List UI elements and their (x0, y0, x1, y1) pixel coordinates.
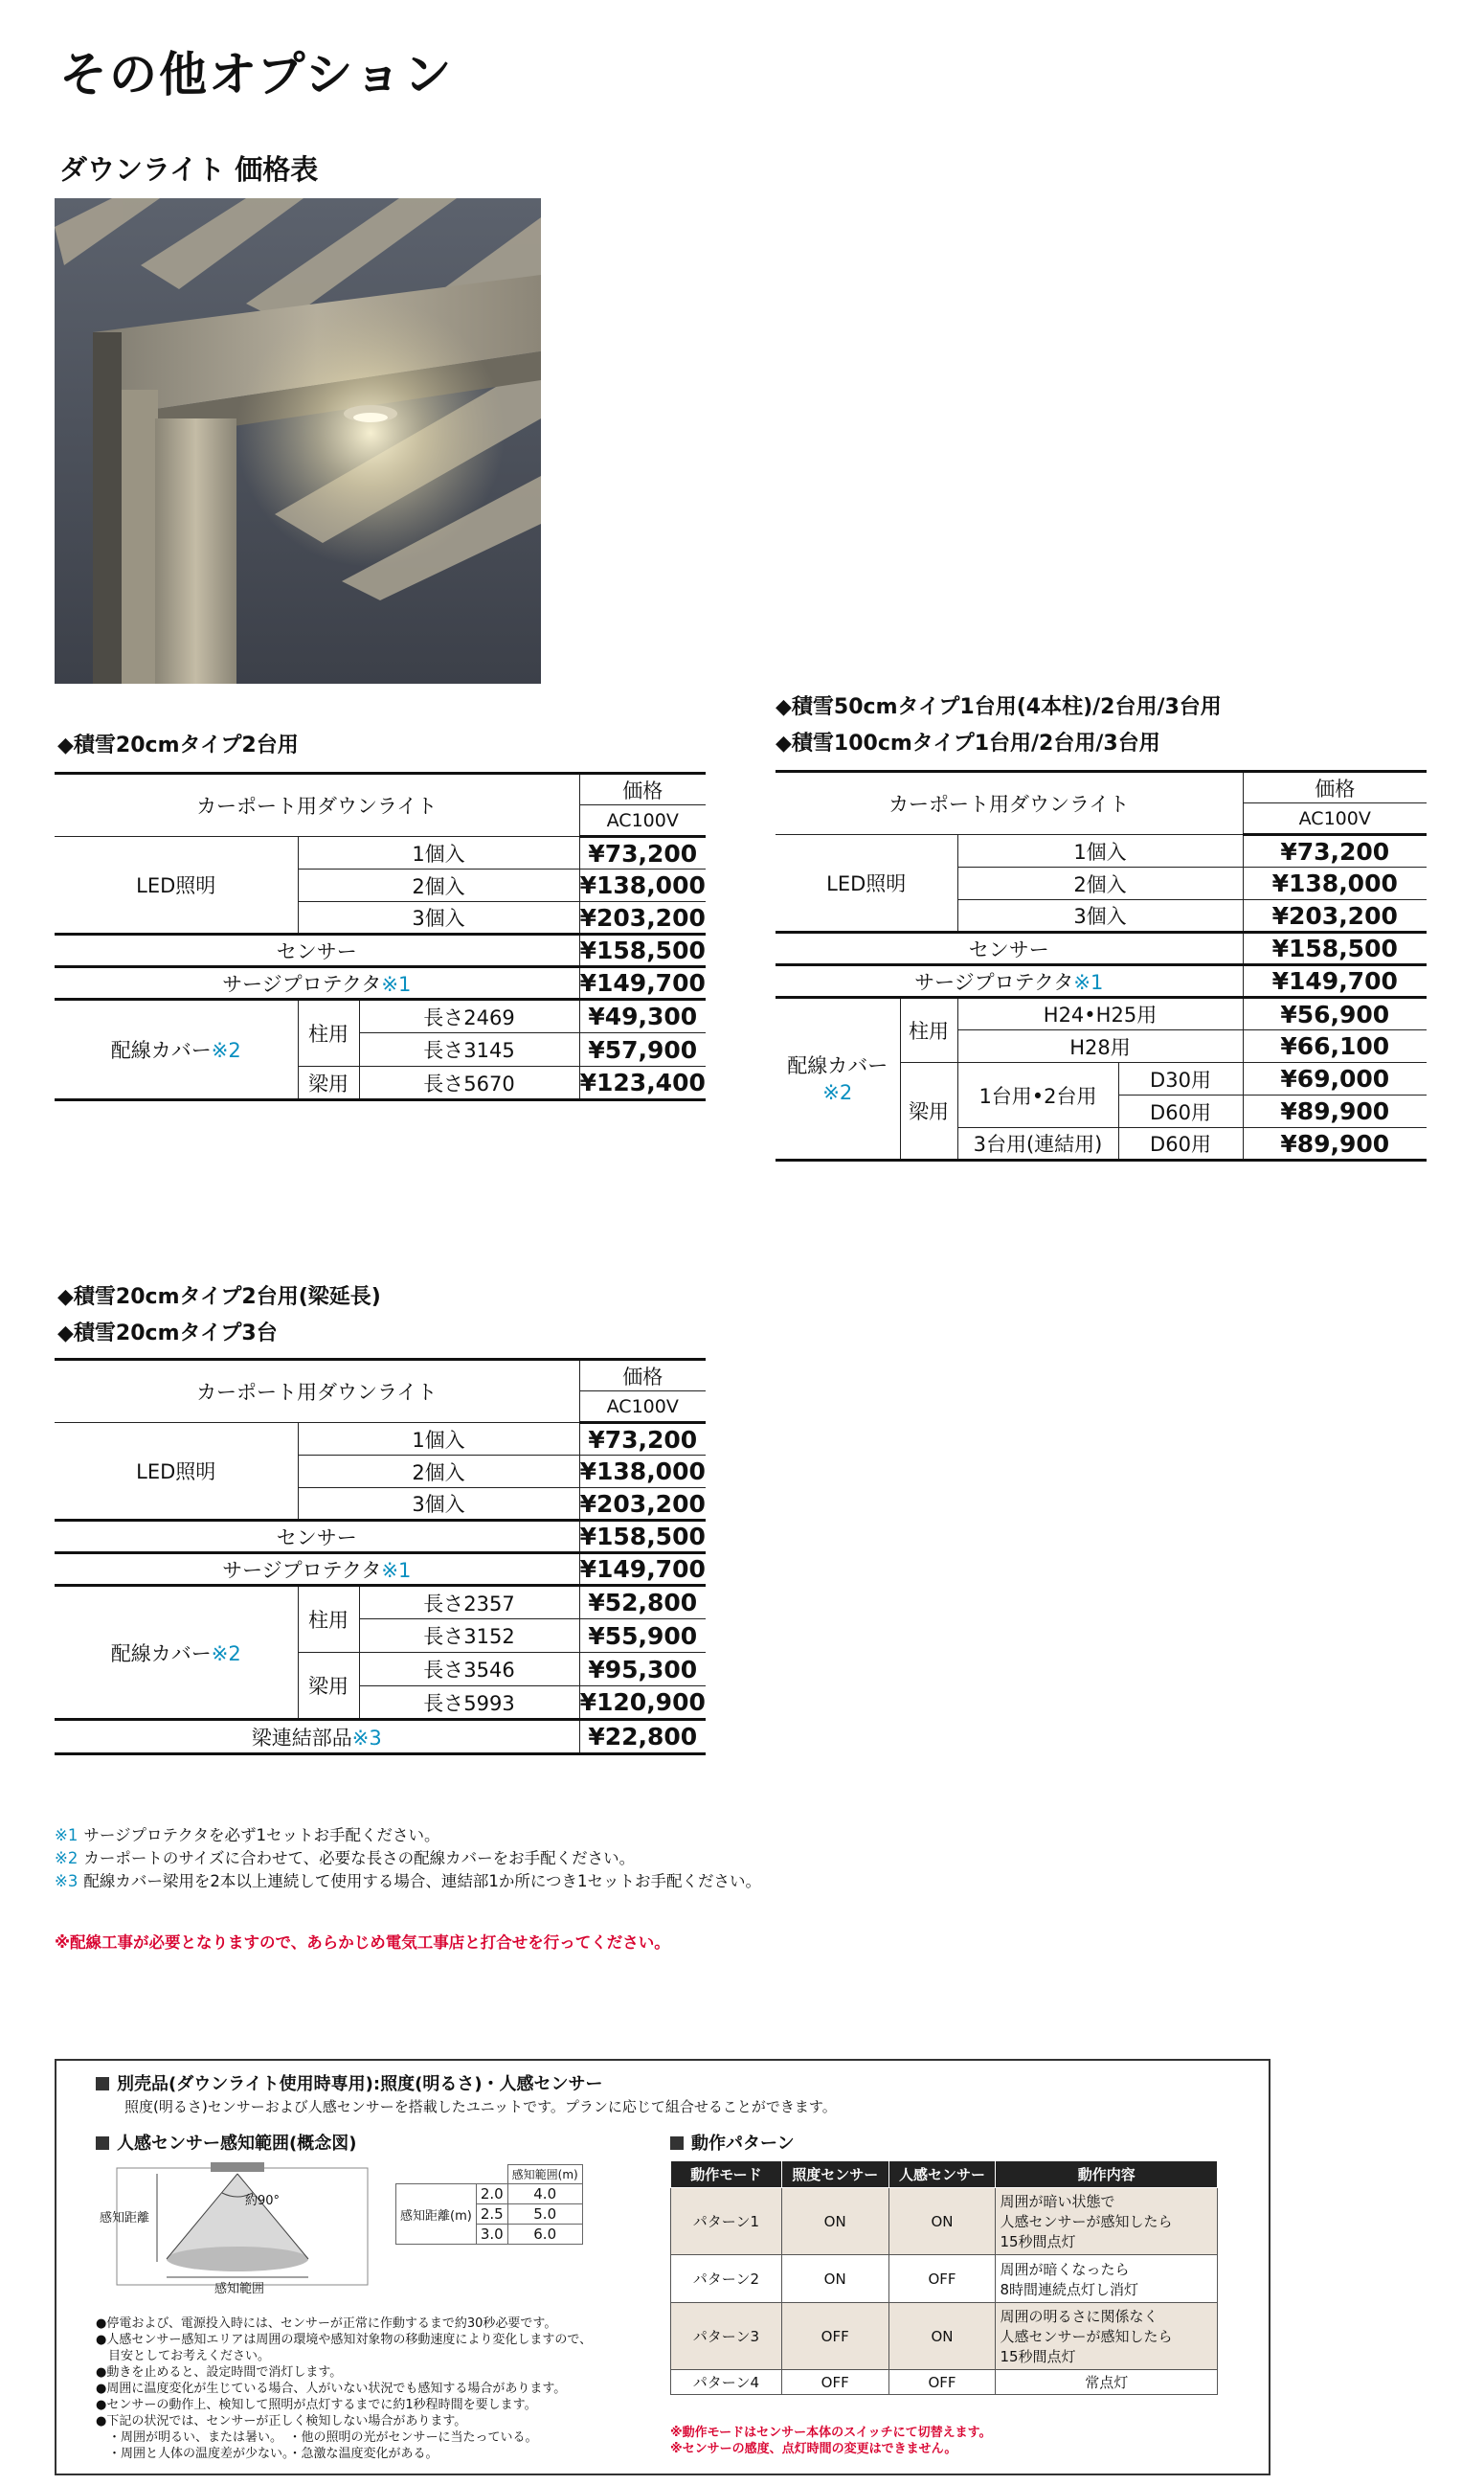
footnotes (55, 1824, 761, 1893)
sensor-note: ・周囲と人体の温度差が少ない。・急激な温度変化がある。 (96, 2447, 438, 2461)
pillar-option: H24•H25用 (957, 998, 1243, 1030)
range-cell: 4.0 (507, 2184, 582, 2204)
pattern-light: OFF (781, 2370, 888, 2395)
sensor-price: ¥158,500 (579, 1521, 706, 1553)
pillar-label: 柱用 (298, 1586, 359, 1653)
range-cell: 2.0 (476, 2184, 507, 2204)
table2-heading: ◆積雪100cmタイプ1台用/2台用/3台用 (776, 732, 1160, 756)
pattern-motion: OFF (888, 2255, 996, 2303)
sensor-label: センサー (776, 933, 1243, 965)
price-table-3 (55, 1358, 706, 1755)
angle-label: 約90° (245, 2194, 281, 2208)
pattern-col-header: 動作モード (671, 2161, 782, 2188)
range-cell: 3.0 (476, 2225, 507, 2245)
range-cell: 5.0 (507, 2204, 582, 2225)
led-option: 3個入 (298, 1488, 579, 1521)
pattern-light: OFF (781, 2303, 888, 2370)
beam-option: D60用 (1118, 1128, 1243, 1161)
product-header: カーポート用ダウンライト (55, 774, 579, 837)
pillar-option: 長さ2469 (359, 1000, 579, 1033)
pattern-col-header: 人感センサー (888, 2161, 996, 2188)
beam-label: 梁用 (298, 1067, 359, 1100)
table1-heading: ◆積雪20cmタイプ2台用 (57, 734, 299, 757)
sensor-note: ●センサーの動作上、検知して照明が点灯するまでに約1秒程時間を要します。 (96, 2398, 537, 2412)
led-price: ¥203,200 (579, 902, 706, 935)
price-header: 価格 (579, 1360, 706, 1391)
footnote: ※3 配線カバー梁用を2本以上連続して使用する場合、連結部1か所につき1セットお手配ください。 (55, 1872, 761, 1890)
range-cell: 6.0 (507, 2225, 582, 2245)
distance-label: 感知距離 (100, 2211, 150, 2225)
beam-option: 長さ5993 (359, 1686, 579, 1720)
pattern-heading: 動作パターン (670, 2130, 795, 2155)
beam-label: 梁用 (900, 1063, 957, 1161)
pattern-mode: パターン3 (671, 2303, 782, 2370)
led-price: ¥138,000 (579, 1456, 706, 1488)
pillar-label: 柱用 (900, 998, 957, 1063)
pillar-price: ¥49,300 (579, 1000, 706, 1033)
beam-price: ¥95,300 (579, 1653, 706, 1686)
pillar-option: 長さ2357 (359, 1586, 579, 1619)
beam-price: ¥89,900 (1243, 1096, 1427, 1128)
sensor-box-heading: 別売品(ダウンライト使用時専用):照度(明るさ)・人感センサー (96, 2070, 603, 2095)
beam-option: D60用 (1118, 1096, 1243, 1128)
page-title: その他オプション (59, 47, 454, 102)
led-price: ¥203,200 (1243, 900, 1427, 933)
wiring-warning: ※配線工事が必要となりますので、あらかじめ電気工事店と打合せを行ってください。 (55, 1933, 670, 1952)
led-option: 2個入 (957, 868, 1243, 900)
beam-option: 長さ3546 (359, 1653, 579, 1686)
price-header: 価格 (1243, 772, 1427, 803)
beam-group: 1台用•2台用 (957, 1063, 1118, 1128)
pillar-option: 長さ3152 (359, 1619, 579, 1653)
cover-label: 配線カバー ※2 (776, 998, 900, 1161)
sensor-price: ¥158,500 (579, 935, 706, 967)
pattern-motion: ON (888, 2188, 996, 2255)
range-col-header: 感知範囲(m) (507, 2165, 582, 2184)
footnote: ※1 サージプロテクタを必ず1セットお手配ください。 (55, 1826, 440, 1844)
led-option: 2個入 (298, 1456, 579, 1488)
pattern-light: ON (781, 2255, 888, 2303)
sensor-note: ●停電および、電源投入時には、センサーが正常に作動するまで約30秒必要です。 (96, 2316, 557, 2331)
led-price: ¥73,200 (1243, 835, 1427, 868)
pillar-option: 長さ3145 (359, 1033, 579, 1067)
section-subtitle: ダウンライト 価格表 (59, 153, 319, 186)
joint-price: ¥22,800 (579, 1720, 706, 1754)
led-price: ¥73,200 (579, 1423, 706, 1456)
beam-group: 3台用(連結用) (957, 1128, 1118, 1161)
sensor-note: ・周囲が明るい、または暑い。 ・他の照明の光がセンサーに当たっている。 (96, 2430, 538, 2445)
pattern-mode: パターン1 (671, 2188, 782, 2255)
led-option: 3個入 (957, 900, 1243, 933)
led-price: ¥203,200 (579, 1488, 706, 1521)
beam-price: ¥120,900 (579, 1686, 706, 1720)
range-table (395, 2164, 583, 2245)
table3-heading: ◆積雪20cmタイプ2台用(梁延長) (57, 1285, 381, 1309)
led-option: 2個入 (298, 870, 579, 902)
sensor-range-diagram (100, 2158, 375, 2302)
pattern-col-header: 動作内容 (996, 2161, 1218, 2188)
pattern-note: ※動作モードはセンサー本体のスイッチにて切替えます。 (670, 2426, 992, 2440)
led-label: LED照明 (55, 837, 298, 935)
led-price: ¥138,000 (1243, 868, 1427, 900)
pattern-note: ※センサーの感度、点灯時間の変更はできません。 (670, 2442, 957, 2456)
sensor-notes (96, 2316, 592, 2462)
product-header: カーポート用ダウンライト (55, 1360, 579, 1423)
sensor-label: センサー (55, 935, 579, 967)
voltage-header: AC100V (579, 805, 706, 837)
pillar-price: ¥57,900 (579, 1033, 706, 1067)
beam-price: ¥123,400 (579, 1067, 706, 1100)
cover-label: 配線カバー※2 (55, 1000, 298, 1100)
footnote: ※2 カーポートのサイズに合わせて、必要な長さの配線カバーをお手配ください。 (55, 1849, 636, 1867)
pattern-desc: 周囲の明るさに関係なく 人感センサーが感知したら 15秒間点灯 (996, 2303, 1218, 2370)
surge-price: ¥149,700 (579, 1553, 706, 1586)
price-table-1 (55, 772, 706, 1101)
beam-price: ¥89,900 (1243, 1128, 1427, 1161)
pillar-label: 柱用 (298, 1000, 359, 1067)
joint-label: 梁連結部品※3 (55, 1720, 579, 1754)
pattern-desc: 常点灯 (996, 2370, 1218, 2395)
surge-label: サージプロテクタ※1 (776, 965, 1243, 998)
price-header: 価格 (579, 774, 706, 805)
pillar-price: ¥56,900 (1243, 998, 1427, 1030)
product-header: カーポート用ダウンライト (776, 772, 1243, 835)
sensor-price: ¥158,500 (1243, 933, 1427, 965)
led-option: 3個入 (298, 902, 579, 935)
downlight-photo (55, 198, 541, 684)
sensor-label: センサー (55, 1521, 579, 1553)
pattern-motion: OFF (888, 2370, 996, 2395)
pillar-price: ¥66,100 (1243, 1030, 1427, 1063)
sensor-box-intro: 照度(明るさ)センサーおよび人感センサーを搭載したユニットです。プランに応じて組合せることができます。 (124, 2098, 837, 2115)
range-row-header: 感知距離(m) (396, 2184, 477, 2245)
led-option: 1個入 (298, 837, 579, 870)
surge-price: ¥149,700 (1243, 965, 1427, 998)
pattern-motion: ON (888, 2303, 996, 2370)
voltage-header: AC100V (579, 1391, 706, 1423)
pattern-notes (670, 2425, 992, 2457)
range-label: 感知範囲 (214, 2282, 265, 2296)
range-heading: 人感センサー感知範囲(概念図) (96, 2130, 356, 2155)
led-label: LED照明 (55, 1423, 298, 1521)
table3-heading: ◆積雪20cmタイプ3台 (57, 1322, 278, 1345)
pattern-light: ON (781, 2188, 888, 2255)
beam-label: 梁用 (298, 1653, 359, 1720)
beam-option: 長さ5670 (359, 1067, 579, 1100)
led-option: 1個入 (957, 835, 1243, 868)
led-price: ¥73,200 (579, 837, 706, 870)
surge-price: ¥149,700 (579, 967, 706, 1000)
price-table-2 (776, 770, 1427, 1162)
pattern-col-header: 照度センサー (781, 2161, 888, 2188)
sensor-note: ●人感センサー感知エリアは周囲の環境や感知対象物の移動速度により変化しますので、 (96, 2333, 593, 2347)
sensor-note: ●周囲に温度変化が生じている場合、人がいない状況でも感知する場合があります。 (96, 2382, 567, 2396)
cover-label: 配線カバー※2 (55, 1586, 298, 1720)
beam-option: D30用 (1118, 1063, 1243, 1096)
pattern-desc: 周囲が暗くなったら 8時間連続点灯し消灯 (996, 2255, 1218, 2303)
led-option: 1個入 (298, 1423, 579, 1456)
pattern-mode: パターン4 (671, 2370, 782, 2395)
led-label: LED照明 (776, 835, 957, 933)
sensor-note: ●動きを止めると、設定時間で消灯します。 (96, 2365, 343, 2380)
range-cell: 2.5 (476, 2204, 507, 2225)
voltage-header: AC100V (1243, 803, 1427, 835)
table2-heading: ◆積雪50cmタイプ1台用(4本柱)/2台用/3台用 (776, 695, 1222, 719)
pattern-desc: 周囲が暗い状態で 人感センサーが感知したら 15秒間点灯 (996, 2188, 1218, 2255)
pattern-mode: パターン2 (671, 2255, 782, 2303)
pillar-price: ¥52,800 (579, 1586, 706, 1619)
led-price: ¥138,000 (579, 870, 706, 902)
surge-label: サージプロテクタ※1 (55, 967, 579, 1000)
pillar-price: ¥55,900 (579, 1619, 706, 1653)
sensor-note: ●下記の状況では、センサーが正しく検知しない場合があります。 (96, 2414, 467, 2429)
pillar-option: H28用 (957, 1030, 1243, 1063)
sensor-note: 目安としてお考えください。 (96, 2349, 271, 2363)
beam-price: ¥69,000 (1243, 1063, 1427, 1096)
surge-label: サージプロテクタ※1 (55, 1553, 579, 1586)
pattern-table (670, 2160, 1218, 2395)
